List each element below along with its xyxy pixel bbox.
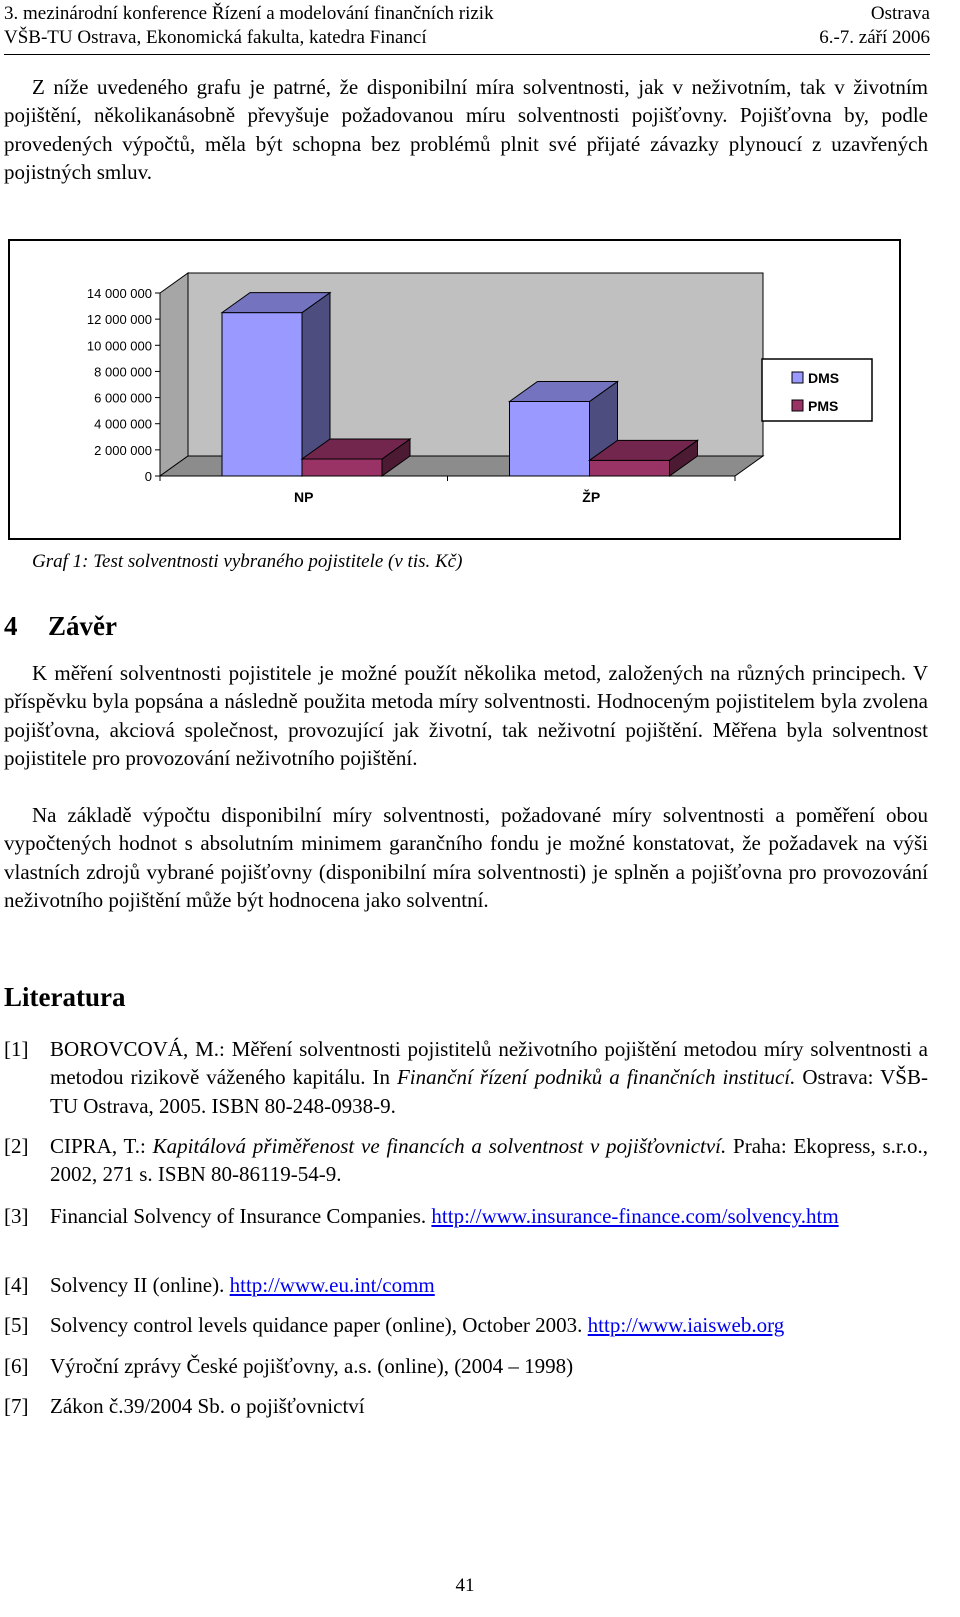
section-number: 4 xyxy=(4,611,18,641)
section-heading xyxy=(4,611,117,642)
y-tick-label: 8 000 000 xyxy=(94,364,152,380)
conclusion-paragraph-2: Na základě výpočtu disponibilní míry solventnosti, požadované míry solventnosti a poměření obou vypočtených hodnot s absolutním minimem garančního fondu je možné konstatovat, že požadavek na výši vlastních zdrojů vybrané pojišťovny (disponibilní míra solventnosti) je splněn a pojišťovna pro provozování neživotního pojištění může být hodnocena jako solventní. xyxy=(4,803,928,913)
reference-number: [3] xyxy=(4,1204,29,1228)
bar-pms-0 xyxy=(302,459,382,476)
literature-heading: Literatura xyxy=(4,982,126,1012)
legend-label-dms: DMS xyxy=(808,370,840,386)
header-divider xyxy=(4,54,930,55)
reference-link[interactable]: http://www.iaisweb.org xyxy=(587,1313,785,1337)
header-conference: 3. mezinárodní konference Řízení a modelování finančních rizik xyxy=(4,3,494,24)
y-tick-label: 6 000 000 xyxy=(94,390,152,406)
reference-link[interactable]: http://www.eu.int/comm xyxy=(229,1273,435,1297)
y-tick-label: 14 000 000 xyxy=(86,286,152,301)
reference-number: [1] xyxy=(4,1037,29,1061)
figure-caption: Graf 1: Test solventnosti vybraného pojistitele (v tis. Kč) xyxy=(32,551,463,572)
reference-7: [7] Zákon č.39/2004 Sb. o pojišťovnictví xyxy=(4,1392,928,1420)
y-tick-label: 2 000 000 xyxy=(94,442,152,458)
reference-4: [4] Solvency II (online). http://www.eu.int/comm xyxy=(4,1271,928,1299)
intro-paragraph: Z níže uvedeného grafu je patrné, že disponibilní míra solventnosti, jak v neživotním, tak v životním pojištění, několikanásobně převyšuje požadovanou míru solventnosti pojišťovny. Pojišťovna by, podle provedených výpočtů, měla být schopna bez problémů plnit své přijaté závazky plynoucí z uzavřených pojistných smluv. xyxy=(4,75,928,185)
reference-number: [5] xyxy=(4,1313,29,1337)
reference-number: [6] xyxy=(4,1354,29,1378)
reference-1: [1] BOROVCOVÁ, M.: Měření solventnosti pojistitelů neživotního pojištění metodou míry solventnosti a metodou rizikově váženého kapitálu. In Finanční řízení podniků a finančních institucí. Ostrava: VŠB-TU Ostrava, 2005. ISBN 80-248-0938-9. xyxy=(4,1037,928,1118)
reference-2: [2] CIPRA, T.: Kapitálová přiměřenost ve financích a solventnost v pojišťovnictví. Praha: Ekopress, s.r.o., 2002, 271 s. ISBN 80-86119-54-9. xyxy=(4,1134,929,1187)
reference-link[interactable]: http://www.insurance-finance.com/solvency.htm xyxy=(431,1204,839,1228)
header-institution: VŠB-TU Ostrava, Ekonomická fakulta, katedra Financí xyxy=(4,27,427,48)
conclusion-paragraph-1: K měření solventnosti pojistitele je možné použít několika metod, založených na různých principech. V příspěvku byla popsána a následně použita metoda míry solventnosti. Hodnoceným pojistitelem byla zvolena pojišťovna, akciová společnost, provozující jak životní, tak neživotní pojištění. Měřena byla solventnost pojistitele pro provozování neživotního pojištění. xyxy=(4,661,928,771)
bar-pms-1 xyxy=(590,460,670,476)
x-category-label: ŽP xyxy=(582,489,601,505)
reference-6: [6] Výroční zprávy České pojišťovny, a.s. (online), (2004 – 1998) xyxy=(4,1352,928,1380)
running-header xyxy=(4,2,930,50)
x-category-label: NP xyxy=(294,489,314,505)
y-tick-label: 10 000 000 xyxy=(86,338,152,354)
legend-label-pms: PMS xyxy=(808,398,839,414)
y-tick-label: 0 xyxy=(144,469,152,484)
y-tick-label: 12 000 000 xyxy=(86,312,152,328)
legend-swatch-dms xyxy=(792,372,803,383)
reference-number: [7] xyxy=(4,1394,29,1418)
legend-swatch-pms xyxy=(792,400,803,411)
reference-3: [3] Financial Solvency of Insurance Companies. http://www.insurance-finance.com/solvency.htm xyxy=(4,1202,928,1230)
reference-number: [2] xyxy=(4,1134,29,1158)
bar-dms-1 xyxy=(510,401,590,476)
header-city: Ostrava xyxy=(870,3,930,24)
chart-side-wall xyxy=(160,273,188,476)
page-number: 41 xyxy=(455,1575,475,1596)
chart-frame xyxy=(8,239,901,540)
reference-5: [5] Solvency control levels quidance paper (online), October 2003. http://www.iaisweb.org xyxy=(4,1311,928,1339)
reference-number: [4] xyxy=(4,1273,29,1297)
y-tick-label: 4 000 000 xyxy=(94,416,152,432)
section-title: Závěr xyxy=(48,611,117,641)
header-date: 6.-7. září 2006 xyxy=(819,27,930,48)
bar-chart xyxy=(10,241,899,538)
bar-dms-0 xyxy=(222,313,302,476)
